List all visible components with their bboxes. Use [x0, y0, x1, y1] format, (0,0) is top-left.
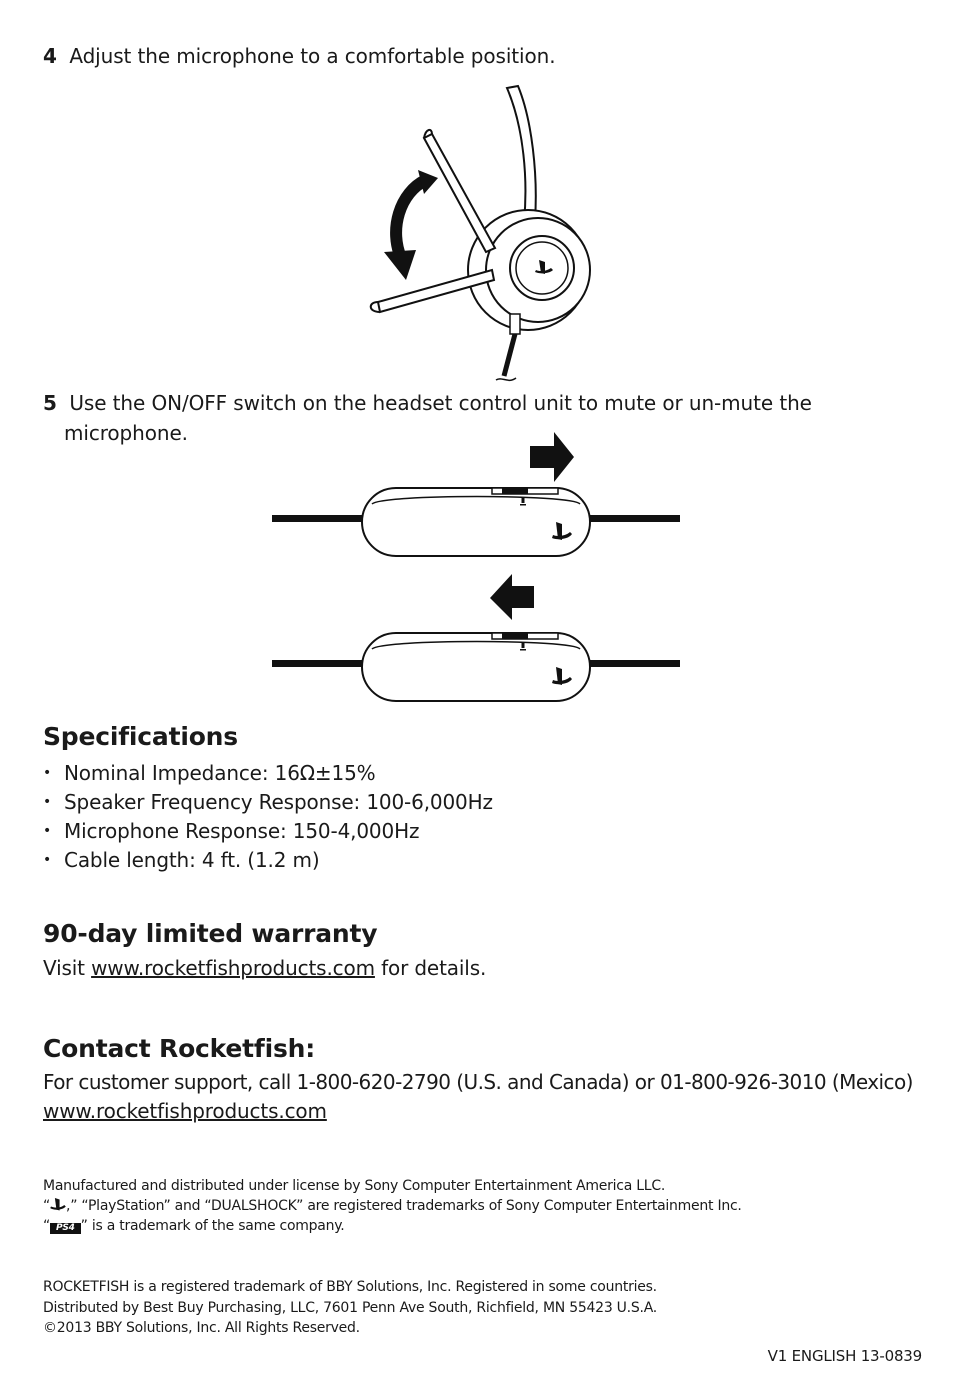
headset-illustration	[360, 80, 600, 390]
playstation-logo-icon	[50, 1198, 66, 1212]
version-code: V1 ENGLISH 13-0839	[767, 1347, 922, 1365]
list-item: • Microphone Response: 150-4,000Hz	[43, 817, 903, 846]
legal-line-2-text: ,” “PlayStation” and “DUALSHOCK” are registered trademarks of Sony Computer Entertainment Inc.	[66, 1198, 742, 1214]
warranty-suffix: for details.	[374, 956, 487, 980]
headset-mic-adjust-icon	[360, 80, 600, 390]
step-4-text: Adjust the microphone to a comfortable position.	[69, 44, 556, 68]
open-quote: “	[43, 1218, 51, 1234]
specifications-list	[43, 759, 903, 875]
warranty-heading: 90-day limited warranty	[43, 919, 378, 948]
warranty-link[interactable]: www.rocketfishproducts.com	[91, 956, 375, 980]
step-5-text-line1: Use the ON/OFF switch on the headset control unit to mute or un-mute the	[69, 391, 812, 415]
inline-control-unit-icon	[272, 430, 682, 560]
control-unit-unmuted	[272, 430, 682, 560]
legal-line-2	[43, 1196, 923, 1217]
arrow-left-icon	[490, 574, 534, 620]
legal-line-1: Manufactured and distributed under license by Sony Computer Entertainment America LLC.	[43, 1178, 666, 1194]
step-5-text-line2: microphone.	[64, 421, 188, 445]
step-5-line2	[64, 419, 188, 448]
warranty-text	[43, 954, 486, 983]
step-5	[43, 389, 812, 418]
contact-text: For customer support, call 1-800-620-2790 (U.S. and Canada) or 01-800-926-3010 (Mexico)	[43, 1070, 913, 1094]
footer-line-3: ©2013 BBY Solutions, Inc. All Rights Reserved.	[43, 1320, 360, 1336]
specifications-heading: Specifications	[43, 722, 238, 751]
list-item: • Cable length: 4 ft. (1.2 m)	[43, 846, 903, 875]
arrow-right-icon	[530, 432, 574, 482]
step-4-number: 4	[43, 44, 57, 68]
legal-line-3-text: ” is a trademark of the same company.	[80, 1218, 345, 1234]
list-item: • Speaker Frequency Response: 100-6,000Hz	[43, 788, 903, 817]
step-5-number: 5	[43, 391, 57, 415]
contact-heading: Contact Rocketfish:	[43, 1034, 316, 1063]
step-4	[43, 42, 555, 71]
ps4-logo-icon: PS4	[50, 1223, 81, 1234]
contact-link[interactable]: www.rocketfishproducts.com	[43, 1099, 327, 1123]
control-unit-muted	[272, 572, 682, 704]
warranty-prefix: Visit	[43, 956, 92, 980]
list-item: • Nominal Impedance: 16Ω±15%	[43, 759, 903, 788]
inline-control-unit-icon	[272, 572, 682, 704]
footer-line-2: Distributed by Best Buy Purchasing, LLC, 7601 Penn Ave South, Richfield, MN 55423 U.S.A.	[43, 1300, 657, 1316]
legal-line-3	[43, 1216, 923, 1237]
footer-line-1: ROCKETFISH is a registered trademark of BBY Solutions, Inc. Registered in some countries.	[43, 1279, 657, 1295]
open-quote: “	[43, 1198, 51, 1214]
